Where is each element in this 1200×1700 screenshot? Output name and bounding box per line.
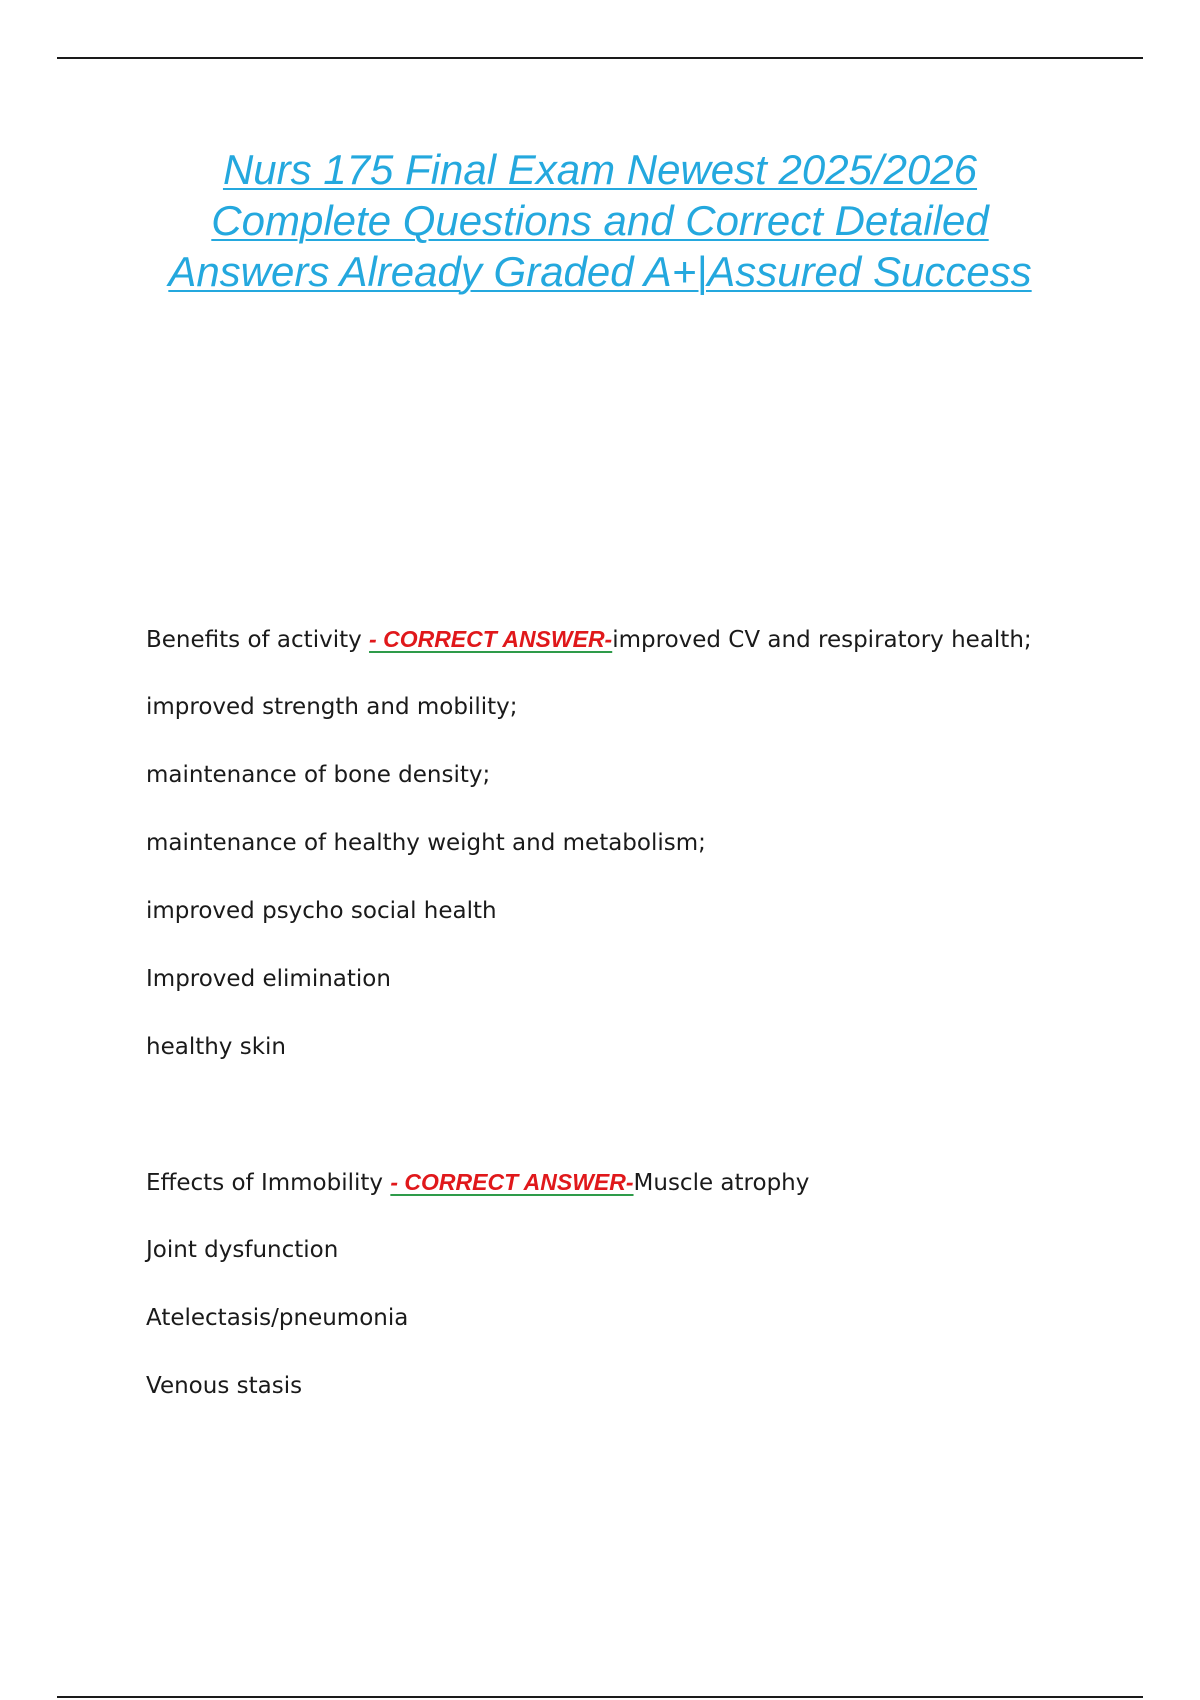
question-text: Benefits of activity [146,627,370,653]
answer-line: Atelectasis/pneumonia [146,1305,409,1331]
answer-line: improved strength and mobility; [146,694,518,720]
answer-line: Joint dysfunction [146,1237,339,1263]
answer-line: Venous stasis [146,1373,303,1399]
question-line [146,625,1126,693]
bottom-rule [57,1696,1143,1698]
answer-line: improved psycho social health [146,898,497,924]
answer-line: maintenance of healthy weight and metabolism; [146,830,706,856]
answer-text: improved CV and respiratory health; [612,627,1032,653]
answer-line: maintenance of bone density; [146,762,491,788]
answer-line: healthy skin [146,1034,286,1060]
answer-line: Improved elimination [146,966,391,992]
correct-answer-marker: - CORRECT ANSWER- [369,626,613,652]
question-text: Effects of Immobility [146,1170,391,1196]
qa-entry-benefits-of-activity [146,625,1126,1101]
document-title: Nurs 175 Final Exam Newest 2025/2026 Complete Questions and Correct Detailed Answers Already Graded A+|Assured Success [168,146,1032,295]
answer-text: Muscle atrophy [633,1170,810,1196]
qa-entry-effects-of-immobility [146,1168,1126,1440]
question-line [146,1168,1126,1236]
correct-answer-marker: - CORRECT ANSWER- [390,1169,634,1195]
top-rule [57,57,1143,59]
